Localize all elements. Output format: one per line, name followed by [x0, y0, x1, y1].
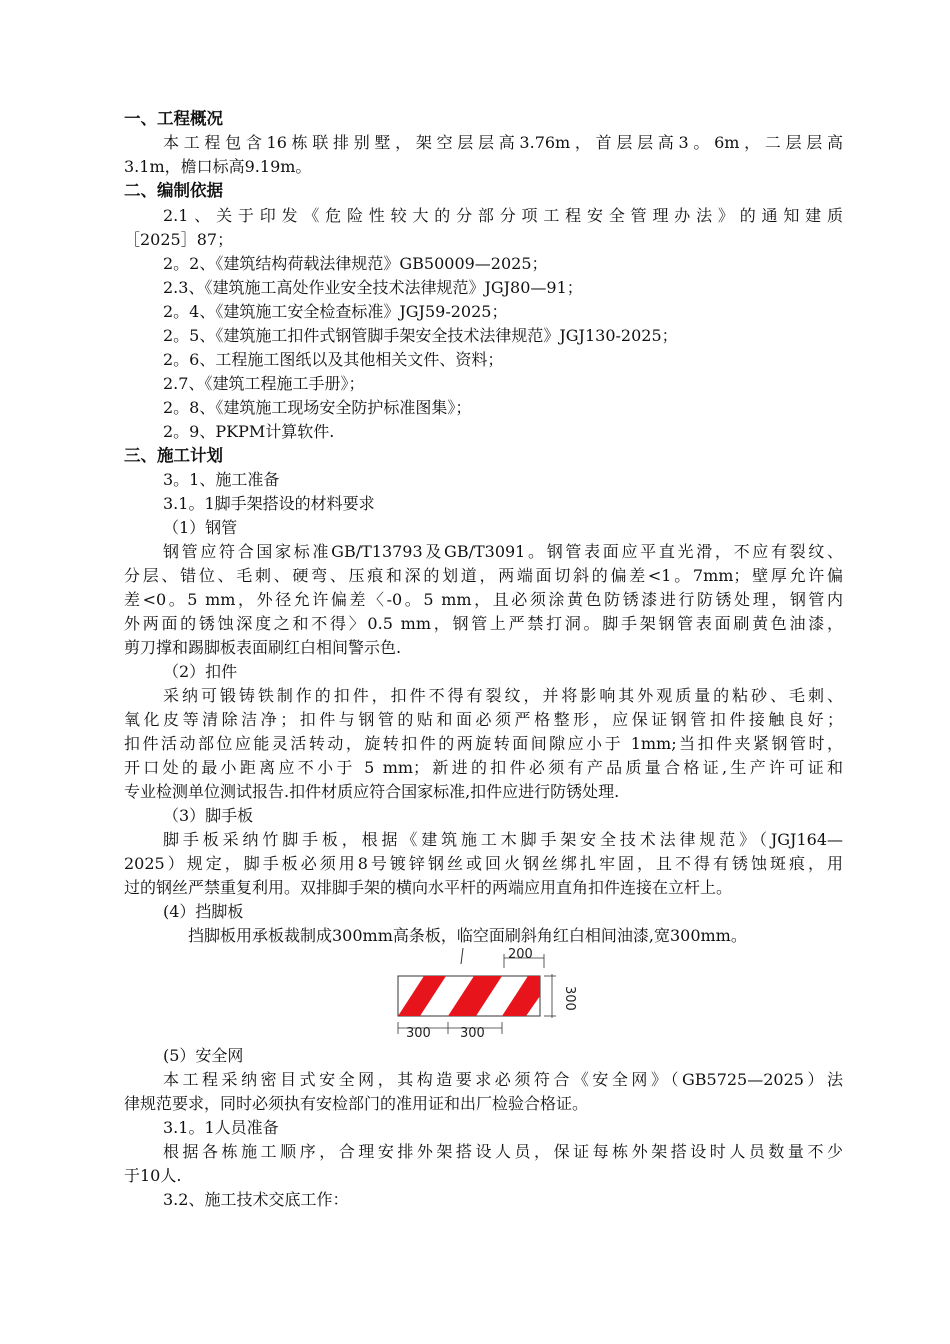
dimension-label-top: 200	[508, 947, 533, 962]
reference-item: 2。8、《建筑施工现场安全防护标准图集》；	[163, 398, 472, 417]
steel-pipe-text: 钢管应符合国家标准GB/T13793及GB/T3091。钢管表面应平直光滑，不应有裂纹、	[163, 542, 843, 561]
reference-item: ［2025］87；	[124, 230, 234, 249]
section3-heading: 三、施工计划	[124, 446, 223, 465]
section1-paragraph-line: 3.1m，檐口标高9.19m。	[124, 157, 312, 176]
toe-board-text: 挡脚板用承板裁制成300mm高条板，临空面刷斜角红白相间油漆,宽300mm。	[188, 926, 747, 945]
steel-pipe-text: 分层、错位、毛刺、硬弯、压痕和深的划道，两端面切斜的偏差<1。7mm；壁厚允许偏	[124, 566, 843, 585]
item-title-safety-net: (5）安全网	[163, 1046, 244, 1065]
scaffold-board-text: 脚手板采纳竹脚手板，根据《建筑施工木脚手架安全技术法律规范》（JGJ164—	[163, 830, 843, 849]
safety-net-text: 本工程采纳密目式安全网，其构造要求必须符合《安全网》（GB5725—2025）法	[163, 1070, 843, 1089]
reference-item: 2.1、关于印发《危险性较大的分部分项工程安全管理办法》的通知建质	[163, 206, 843, 225]
section2-heading: 二、编制依据	[124, 181, 223, 200]
reference-item: 2。9、PKPM计算软件.	[163, 422, 335, 441]
reference-item: 2。6、工程施工图纸以及其他相关文件、资料；	[163, 350, 504, 369]
steel-pipe-text: 剪刀撑和踢脚板表面刷红白相间警示色.	[124, 638, 402, 657]
toe-board-diagram	[384, 944, 584, 1039]
scaffold-board-text: 过的钢丝严禁重复利用。双排脚手架的横向水平杆的两端应用直角扣件连接在立杆上。	[124, 878, 733, 897]
reference-item: 2.3、《建筑施工高处作业安全技术法律规范》JGJ80—91；	[163, 278, 583, 297]
subsection-title: 3.1。1人员准备	[163, 1118, 279, 1137]
coupler-text: 开口处的最小距离应不小于 5 mm；新进的扣件必须有产品质量合格证,生产许可证和	[124, 758, 843, 777]
dimension-label-right: 300	[562, 986, 577, 1011]
subsection-title: 3.2、施工技术交底工作：	[163, 1190, 349, 1209]
item-title-coupler: （2）扣件	[163, 662, 238, 681]
scaffold-board-text: 2025）规定，脚手板必须用8号镀锌钢丝或回火钢丝绑扎牢固，且不得有锈蚀斑痕，用	[124, 854, 843, 873]
subsection-title: 3.1。1脚手架搭设的材料要求	[163, 494, 375, 513]
section1-heading: 一、工程概况	[124, 109, 223, 128]
reference-item: 2。4、《建筑施工安全检查标准》JGJ59-2025；	[163, 302, 508, 321]
coupler-text: 氧化皮等清除洁净；扣件与钢管的贴和面必须严格整形，应保证钢管扣件接触良好；	[124, 710, 843, 729]
steel-pipe-text: 外两面的锈蚀深度之和不得〉0.5 mm，钢管上严禁打洞。脚手架钢管表面刷黄色油漆，	[124, 614, 843, 633]
leader-line	[461, 948, 463, 964]
dimension-label-bottom-right: 300	[460, 1026, 485, 1039]
coupler-text: 采纳可锻铸铁制作的扣件，扣件不得有裂纹，并将影响其外观质量的粘砂、毛刺、	[163, 686, 843, 705]
reference-item: 2。5、《建筑施工扣件式钢管脚手架安全技术法律规范》JGJ130-2025；	[163, 326, 678, 345]
section1-paragraph-line: 本工程包含16栋联排别墅，架空层层高3.76m，首层层高3。6m，二层层高	[163, 133, 843, 152]
steel-pipe-text: 差<0。5 mm，外径允许偏差〈-0。5 mm，且必须涂黄色防锈漆进行防锈处理，钢管内	[124, 590, 843, 609]
item-title-toe-board: (4）挡脚板	[163, 902, 244, 921]
coupler-text: 扣件活动部位应能灵活转动，旋转扣件的两旋转面间隙应小于 1mm;当扣件夹紧钢管时，	[124, 734, 843, 753]
subsection-title: 3。1、施工准备	[163, 470, 280, 489]
reference-item: 2。2、《建筑结构荷载法律规范》GB50009—2025；	[163, 254, 548, 273]
personnel-text: 于10人.	[124, 1166, 182, 1185]
item-title-steel-pipe: （1）钢管	[163, 518, 238, 537]
personnel-text: 根据各栋施工顺序，合理安排外架搭设人员，保证每栋外架搭设时人员数量不少	[163, 1142, 843, 1161]
reference-item: 2.7、《建筑工程施工手册》；	[163, 374, 365, 393]
item-title-scaffold-board: （3）脚手板	[163, 806, 254, 825]
toe-board-figure	[384, 944, 584, 1039]
dimension-label-bottom-left: 300	[406, 1026, 431, 1039]
safety-net-text: 律规范要求，同时必须执有安检部门的准用证和出厂检验合格证。	[124, 1094, 589, 1113]
coupler-text: 专业检测单位测试报告.扣件材质应符合国家标准,扣件应进行防锈处理.	[124, 782, 620, 801]
